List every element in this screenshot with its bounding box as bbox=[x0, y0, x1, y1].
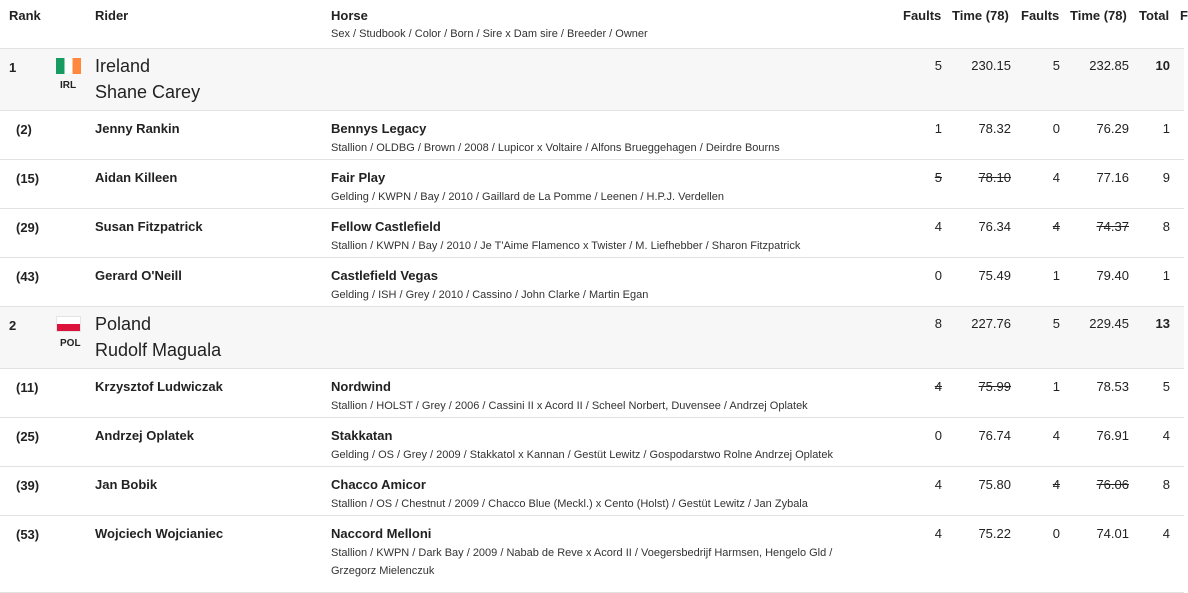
team-row-irl[interactable] bbox=[0, 49, 1184, 111]
rider-rank: (2) bbox=[16, 122, 32, 137]
rider-faults2: 4 bbox=[1052, 170, 1060, 185]
rider-time2: 76.29 bbox=[1096, 121, 1129, 136]
rider-name[interactable]: Gerard O'Neill bbox=[95, 268, 182, 283]
team-rank: 2 bbox=[9, 318, 17, 333]
rider-faults1: 5 bbox=[934, 170, 942, 185]
team-country-code: POL bbox=[60, 338, 81, 349]
rider-time1: 75.80 bbox=[978, 477, 1011, 492]
rider-faults2: 1 bbox=[1052, 268, 1060, 283]
header-time-round2[interactable]: Time (78) bbox=[1070, 8, 1127, 23]
rider-faults1: 0 bbox=[934, 428, 942, 443]
horse-name[interactable]: Stakkatan bbox=[331, 428, 393, 443]
rider-time2: 78.53 bbox=[1096, 379, 1129, 394]
team-total: 13 bbox=[1155, 316, 1170, 331]
rider-time1: 75.22 bbox=[978, 526, 1011, 541]
rider-faults2: 4 bbox=[1052, 219, 1060, 234]
rider-rank: (25) bbox=[16, 429, 40, 444]
team-row-pol[interactable] bbox=[0, 307, 1184, 369]
rider-faults1: 4 bbox=[934, 477, 942, 492]
rider-name[interactable]: Jan Bobik bbox=[95, 477, 158, 492]
header-horse-subtitle: Sex / Studbook / Color / Born / Sire x Dam sire / Breeder / Owner bbox=[331, 28, 648, 40]
rider-total: 4 bbox=[1162, 428, 1170, 443]
rider-faults2: 0 bbox=[1052, 121, 1060, 136]
rider-faults1: 4 bbox=[934, 379, 942, 394]
team-total: 10 bbox=[1155, 58, 1170, 73]
team-time2: 232.85 bbox=[1089, 58, 1129, 73]
rider-name[interactable]: Wojciech Wojcianiec bbox=[95, 526, 224, 541]
rider-faults1: 4 bbox=[934, 219, 942, 234]
table-header bbox=[0, 0, 1188, 49]
team-time1: 230.15 bbox=[971, 58, 1011, 73]
horse-name[interactable]: Castlefield Vegas bbox=[331, 268, 438, 283]
team-name[interactable]: Poland bbox=[95, 314, 152, 334]
rider-time1: 75.49 bbox=[978, 268, 1011, 283]
header-faults-round1[interactable]: Faults bbox=[903, 8, 942, 23]
rider-total: 8 bbox=[1162, 219, 1170, 234]
table-row[interactable] bbox=[0, 209, 1184, 258]
rider-name[interactable]: Susan Fitzpatrick bbox=[95, 219, 203, 234]
header-rider[interactable]: Rider bbox=[95, 8, 129, 23]
rider-time2: 76.91 bbox=[1096, 428, 1129, 443]
table-row[interactable] bbox=[0, 258, 1184, 307]
team-rank: 1 bbox=[9, 60, 17, 75]
team-chef: Rudolf Maguala bbox=[95, 340, 222, 360]
rider-faults2: 4 bbox=[1052, 428, 1060, 443]
horse-details: Grzegorz Mielenczuk bbox=[331, 565, 435, 577]
rider-name[interactable]: Jenny Rankin bbox=[95, 121, 180, 136]
rider-total: 5 bbox=[1162, 379, 1170, 394]
rider-time1: 75.99 bbox=[978, 379, 1011, 394]
rider-time2: 76.06 bbox=[1096, 477, 1129, 492]
team-faults1: 8 bbox=[934, 316, 942, 331]
rider-rank: (15) bbox=[16, 171, 40, 186]
rider-name[interactable]: Aidan Killeen bbox=[95, 170, 178, 185]
horse-details: Gelding / OS / Grey / 2009 / Stakkatol x Kannan / Gestüt Lewitz / Gospodarstwo Rolne Andrzej Oplatek bbox=[331, 449, 833, 461]
header-extra-column[interactable]: F bbox=[1180, 8, 1188, 23]
rider-total: 9 bbox=[1162, 170, 1170, 185]
table-row[interactable] bbox=[0, 369, 1184, 418]
rider-faults2: 0 bbox=[1052, 526, 1060, 541]
rider-rank: (53) bbox=[16, 527, 40, 542]
rider-time1: 78.32 bbox=[978, 121, 1011, 136]
rider-faults1: 0 bbox=[934, 268, 942, 283]
table-row[interactable] bbox=[0, 516, 1184, 593]
team-time2: 229.45 bbox=[1089, 316, 1129, 331]
header-horse[interactable]: Horse bbox=[331, 8, 368, 23]
rider-rank: (43) bbox=[16, 269, 40, 284]
table-row[interactable] bbox=[0, 418, 1184, 467]
rider-name[interactable]: Andrzej Oplatek bbox=[95, 428, 194, 443]
rider-time2: 74.37 bbox=[1096, 219, 1129, 234]
horse-details: Stallion / OS / Chestnut / 2009 / Chacco Blue (Meckl.) x Cento (Holst) / Gestüt Lewitz / Jan Zybala bbox=[331, 498, 808, 510]
header-total[interactable]: Total bbox=[1139, 8, 1170, 23]
horse-details: Gelding / KWPN / Bay / 2010 / Gaillard de La Pomme / Leenen / H.P.J. Verdellen bbox=[331, 191, 724, 203]
table-row[interactable] bbox=[0, 160, 1184, 209]
rider-time2: 79.40 bbox=[1096, 268, 1129, 283]
team-name[interactable]: Ireland bbox=[95, 56, 151, 76]
header-time-round1[interactable]: Time (78) bbox=[952, 8, 1009, 23]
horse-name[interactable]: Nordwind bbox=[331, 379, 391, 394]
rider-total: 4 bbox=[1162, 526, 1170, 541]
horse-details: Stallion / OLDBG / Brown / 2008 / Lupicor x Voltaire / Alfons Brueggehagen / Deirdre Bourns bbox=[331, 142, 780, 154]
horse-name[interactable]: Chacco Amicor bbox=[331, 477, 426, 492]
team-faults1: 5 bbox=[934, 58, 942, 73]
horse-name[interactable]: Bennys Legacy bbox=[331, 121, 427, 136]
horse-name[interactable]: Fair Play bbox=[331, 170, 386, 185]
rider-faults2: 4 bbox=[1052, 477, 1060, 492]
rider-total: 1 bbox=[1162, 121, 1170, 136]
rider-rank: (11) bbox=[16, 380, 39, 395]
horse-name[interactable]: Fellow Castlefield bbox=[331, 219, 441, 234]
rider-time1: 76.34 bbox=[978, 219, 1011, 234]
rider-total: 8 bbox=[1162, 477, 1170, 492]
horse-details: Stallion / HOLST / Grey / 2006 / Cassini II x Acord II / Scheel Norbert, Duvensee / Andrzej Oplatek bbox=[331, 400, 808, 412]
rider-time2: 77.16 bbox=[1096, 170, 1129, 185]
header-rank[interactable]: Rank bbox=[9, 8, 41, 23]
horse-name[interactable]: Naccord Melloni bbox=[331, 526, 432, 541]
table-row[interactable] bbox=[0, 111, 1184, 160]
rider-time2: 74.01 bbox=[1096, 526, 1129, 541]
horse-details: Stallion / KWPN / Dark Bay / 2009 / Nabab de Reve x Acord II / Voegersbedrijf Harmsen, Hengelo Gld / bbox=[331, 547, 833, 559]
rider-faults1: 4 bbox=[934, 526, 942, 541]
horse-details: Gelding / ISH / Grey / 2010 / Cassino / John Clarke / Martin Egan bbox=[331, 289, 649, 301]
team-faults2: 5 bbox=[1052, 58, 1060, 73]
flag-icon-irl bbox=[56, 58, 81, 74]
flag-icon-pol bbox=[56, 316, 81, 332]
rider-total: 1 bbox=[1162, 268, 1170, 283]
rider-time1: 76.74 bbox=[978, 428, 1011, 443]
team-country-code: IRL bbox=[60, 80, 77, 91]
team-faults2: 5 bbox=[1052, 316, 1060, 331]
rider-name[interactable]: Krzysztof Ludwiczak bbox=[95, 379, 223, 394]
team-time1: 227.76 bbox=[971, 316, 1011, 331]
rider-faults1: 1 bbox=[934, 121, 942, 136]
header-faults-round2[interactable]: Faults bbox=[1021, 8, 1060, 23]
rider-time1: 78.10 bbox=[978, 170, 1011, 185]
horse-details: Stallion / KWPN / Bay / 2010 / Je T'Aime Flamenco x Twister / M. Liefhebber / Sharon Fitzpatrick bbox=[331, 240, 801, 252]
rider-rank: (39) bbox=[16, 478, 40, 493]
table-row[interactable] bbox=[0, 467, 1184, 516]
team-chef: Shane Carey bbox=[95, 82, 201, 102]
rider-rank: (29) bbox=[16, 220, 40, 235]
rider-faults2: 1 bbox=[1052, 379, 1060, 394]
